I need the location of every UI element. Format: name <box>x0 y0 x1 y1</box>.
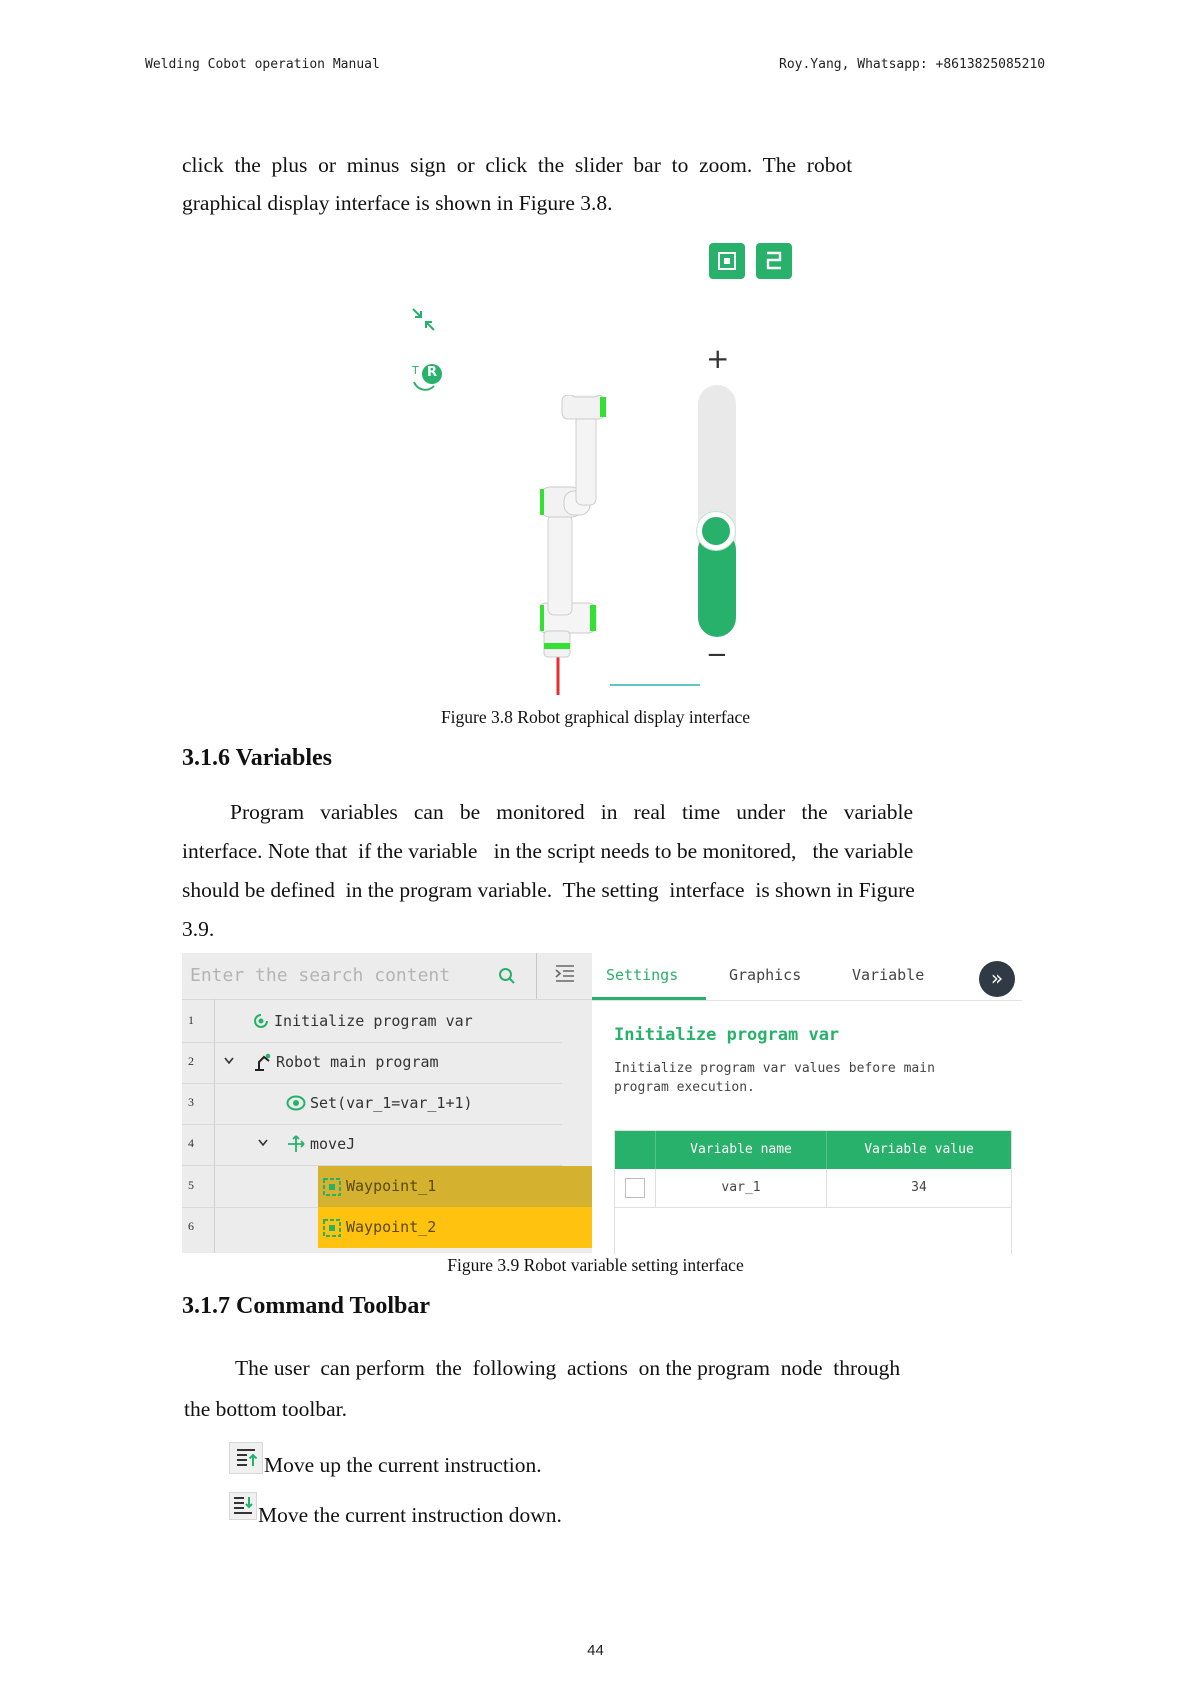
tree-row-number: 2 <box>188 1054 194 1068</box>
row-checkbox[interactable] <box>625 1178 645 1198</box>
move-joint-icon <box>286 1134 306 1154</box>
properties-panel <box>592 953 1022 1253</box>
tree-row-number: 5 <box>188 1178 194 1192</box>
tree-row-number: 3 <box>188 1095 194 1109</box>
fit-view-button[interactable] <box>709 243 745 279</box>
section-3-1-6-title: 3.1.6 Variables <box>182 745 333 771</box>
section-3-1-6-line-4: 3.9. <box>182 917 215 941</box>
tree-row-label: Robot main program <box>276 1053 439 1071</box>
move-up-text: Move up the current instruction. <box>264 1453 542 1477</box>
search-icon[interactable] <box>498 967 516 985</box>
layout-button[interactable] <box>756 243 792 279</box>
panel-title: Initialize program var <box>614 1025 840 1045</box>
header-left: Welding Cobot operation Manual <box>145 57 380 72</box>
tab-bar <box>592 953 1022 999</box>
tab-variable[interactable]: Variable <box>852 966 925 984</box>
tree-row-4[interactable] <box>182 1124 592 1165</box>
column-header-variable-value: Variable value <box>864 1142 974 1157</box>
tree-row-label: Set(var_1=var_1+1) <box>310 1094 473 1112</box>
figure-3-8 <box>400 235 820 700</box>
chevron-down-icon[interactable] <box>258 1139 268 1147</box>
variable-table-header <box>615 1131 1011 1169</box>
tree-row-1[interactable] <box>182 1001 592 1042</box>
section-3-1-6-line-2: interface. Note that if the variable in the script needs to be monitored, the variable <box>182 839 914 863</box>
section-3-1-7-line-2: the bottom toolbar. <box>184 1397 348 1421</box>
panel-description-1: Initialize program var values before main <box>614 1061 935 1076</box>
variable-table <box>614 1130 1012 1254</box>
figure-3-9 <box>182 953 1024 1253</box>
tree-row-2[interactable] <box>182 1042 592 1083</box>
program-tree-panel <box>182 953 592 1253</box>
robot-arm-model <box>540 395 700 695</box>
move-up-icon <box>229 1442 263 1474</box>
tcp-t-label: T <box>412 364 419 377</box>
section-3-1-6-line-3: should be defined in the program variable. The setting interface is shown in Figure <box>182 878 915 902</box>
shrink-icon[interactable] <box>409 305 439 335</box>
robot-program-icon <box>252 1052 272 1072</box>
tree-row-label: Waypoint_1 <box>346 1177 437 1195</box>
tab-graphics[interactable]: Graphics <box>729 966 802 984</box>
tree-row-label: Waypoint_2 <box>346 1218 437 1236</box>
waypoint-icon <box>322 1218 342 1238</box>
tcp-reference-icon[interactable] <box>408 362 444 394</box>
intro-line-1: click the plus or minus sign or click the slider bar to zoom. The robot <box>182 153 853 177</box>
tcp-r-label: R <box>427 365 438 380</box>
section-3-1-7-title: 3.1.7 Command Toolbar <box>182 1293 431 1319</box>
intro-line-2: graphical display interface is shown in Figure 3.8. <box>182 191 613 215</box>
waypoint-icon <box>322 1177 342 1197</box>
collapse-tree-icon[interactable] <box>554 963 576 985</box>
initialize-icon <box>252 1012 270 1030</box>
variable-value-cell[interactable]: 34 <box>911 1180 927 1195</box>
zoom-minus-button[interactable]: − <box>706 640 728 670</box>
set-eye-icon <box>286 1094 306 1112</box>
expand-panel-button[interactable]: » <box>979 961 1015 997</box>
tree-row-label: Initialize program var <box>274 1012 473 1030</box>
section-3-1-7-line-1: The user can perform the following actions on the program node through <box>235 1356 901 1380</box>
layout-icon <box>756 243 792 279</box>
column-header-variable-name: Variable name <box>690 1142 792 1157</box>
panel-description-2: program execution. <box>614 1080 755 1095</box>
tree-row-5[interactable] <box>318 1166 592 1207</box>
search-input[interactable]: Enter the search content <box>190 965 451 986</box>
tree-row-number: 1 <box>188 1013 194 1027</box>
search-bar[interactable] <box>182 953 536 999</box>
tree-row-3[interactable] <box>182 1083 592 1124</box>
tab-settings[interactable]: Settings <box>606 966 679 984</box>
move-down-icon <box>229 1492 257 1520</box>
tree-row-number: 6 <box>188 1219 194 1233</box>
variable-name-cell: var_1 <box>721 1180 761 1195</box>
header-right: Roy.Yang, Whatsapp: +8613825085210 <box>779 57 1046 72</box>
tree-row-label: moveJ <box>310 1135 356 1153</box>
move-down-text: Move the current instruction down. <box>258 1503 562 1527</box>
zoom-slider-handle[interactable] <box>697 512 735 550</box>
page-number: 44 <box>587 1642 604 1659</box>
section-3-1-6-line-1: Program variables can be monitored in real time under the variable <box>230 800 914 824</box>
zoom-plus-button[interactable]: + <box>706 342 730 375</box>
figure-3-8-caption: Figure 3.8 Robot graphical display interface <box>440 707 751 727</box>
chevron-down-icon[interactable] <box>224 1057 234 1065</box>
tree-row-6[interactable] <box>318 1207 592 1248</box>
tree-row-number: 4 <box>188 1136 194 1150</box>
figure-3-9-caption: Figure 3.9 Robot variable setting interface <box>447 1255 744 1275</box>
zoom-slider-track[interactable] <box>698 385 736 637</box>
table-row <box>615 1169 1011 1208</box>
